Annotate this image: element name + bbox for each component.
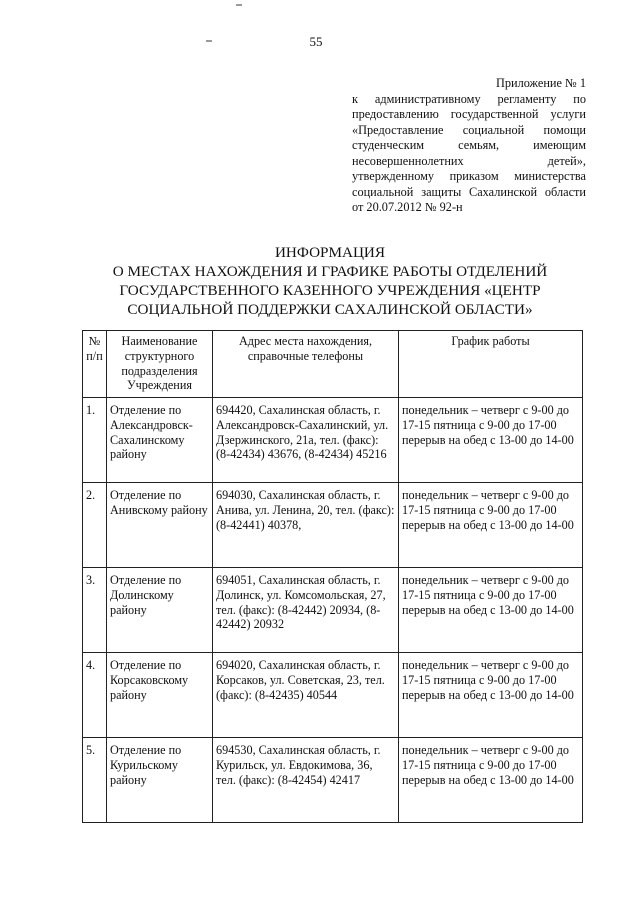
cell-schedule: понедельник – четверг с 9-00 до 17-15 пятница с 9-00 до 17-00 перерыв на обед с 13-00 до 14-00 bbox=[399, 398, 583, 483]
cell-name: Отделение по Анивскому району bbox=[107, 483, 213, 568]
appendix-line: несовершеннолетних детей», bbox=[352, 153, 586, 168]
appendix-line: социальной защиты Сахалинской области bbox=[352, 184, 586, 199]
cell-name: Отделение по Александровск-Сахалинскому району bbox=[107, 398, 213, 483]
cell-address: 694051, Сахалинская область, г. Долинск, ул. Комсомольская, 27, тел. (факс): (8-42442) 20934, (8-42442) 20932 bbox=[213, 568, 399, 653]
heading-line: СОЦИАЛЬНОЙ ПОДДЕРЖКИ САХАЛИНСКОЙ ОБЛАСТИ» bbox=[127, 301, 533, 318]
table-row bbox=[83, 738, 583, 823]
cell-number: 5. bbox=[83, 738, 107, 823]
cell-address: 694020, Сахалинская область, г. Корсаков, ул. Советская, 23, тел. (факс): (8-42435) 40544 bbox=[213, 653, 399, 738]
heading-line: О МЕСТАХ НАХОЖДЕНИЯ И ГРАФИКЕ РАБОТЫ ОТДЕЛЕНИЙ bbox=[112, 263, 548, 280]
table-row bbox=[83, 483, 583, 568]
cell-number: 1. bbox=[83, 398, 107, 483]
scan-artifact bbox=[236, 4, 242, 6]
cell-address: 694420, Сахалинская область, г. Александровск-Сахалинский, ул. Дзержинского, 21а, тел. (факс): (8-42434) 43676, (8-42434) 45216 bbox=[213, 398, 399, 483]
header-schedule: График работы bbox=[399, 331, 583, 398]
cell-address: 694030, Сахалинская область, г. Анива, ул. Ленина, 20, тел. (факс): (8-42441) 40378, bbox=[213, 483, 399, 568]
table-row bbox=[83, 398, 583, 483]
cell-name: Отделение по Корсаковскому району bbox=[107, 653, 213, 738]
cell-number: 4. bbox=[83, 653, 107, 738]
appendix-line: к административному регламенту по bbox=[352, 91, 586, 106]
cell-name: Отделение по Курильскому району bbox=[107, 738, 213, 823]
cell-number: 3. bbox=[83, 568, 107, 653]
appendix-line: «Предоставление социальной помощи bbox=[352, 122, 586, 137]
cell-name: Отделение по Долинскому району bbox=[107, 568, 213, 653]
table-header-row bbox=[83, 331, 583, 398]
appendix-line: от 20.07.2012 № 92-н bbox=[352, 200, 463, 214]
cell-address: 694530, Сахалинская область, г. Курильск, ул. Евдокимова, 36, тел. (факс): (8-42454) 42417 bbox=[213, 738, 399, 823]
table-row bbox=[83, 653, 583, 738]
heading-line: ГОСУДАРСТВЕННОГО КАЗЕННОГО УЧРЕЖДЕНИЯ «ЦЕНТР bbox=[119, 282, 541, 299]
document-heading bbox=[80, 243, 580, 319]
cell-schedule: понедельник – четверг с 9-00 до 17-15 пятница с 9-00 до 17-00 перерыв на обед с 13-00 до 14-00 bbox=[399, 568, 583, 653]
heading-line: ИНФОРМАЦИЯ bbox=[274, 244, 386, 261]
appendix-line: студенческим семьям, имеющим bbox=[352, 138, 586, 152]
table-row bbox=[83, 568, 583, 653]
appendix-note bbox=[352, 76, 586, 216]
header-number: № п/п bbox=[83, 331, 107, 398]
cell-schedule: понедельник – четверг с 9-00 до 17-15 пятница с 9-00 до 17-00 перерыв на обед с 13-00 до 14-00 bbox=[399, 738, 583, 823]
appendix-line: утвержденному приказом министерства bbox=[352, 169, 586, 183]
cell-schedule: понедельник – четверг с 9-00 до 17-15 пятница с 9-00 до 17-00 перерыв на обед с 13-00 до 14-00 bbox=[399, 483, 583, 568]
header-name: Наименование структурного подразделения Учреждения bbox=[107, 331, 213, 398]
cell-number: 2. bbox=[83, 483, 107, 568]
offices-table bbox=[82, 330, 583, 823]
cell-schedule: понедельник – четверг с 9-00 до 17-15 пятница с 9-00 до 17-00 перерыв на обед с 13-00 до 14-00 bbox=[399, 653, 583, 738]
appendix-title: Приложение № 1 bbox=[495, 76, 586, 90]
header-address: Адрес места нахождения, справочные телефоны bbox=[213, 331, 399, 398]
appendix-line: предоставлению государственной услуги bbox=[352, 107, 586, 121]
page-number: 55 bbox=[309, 34, 323, 49]
